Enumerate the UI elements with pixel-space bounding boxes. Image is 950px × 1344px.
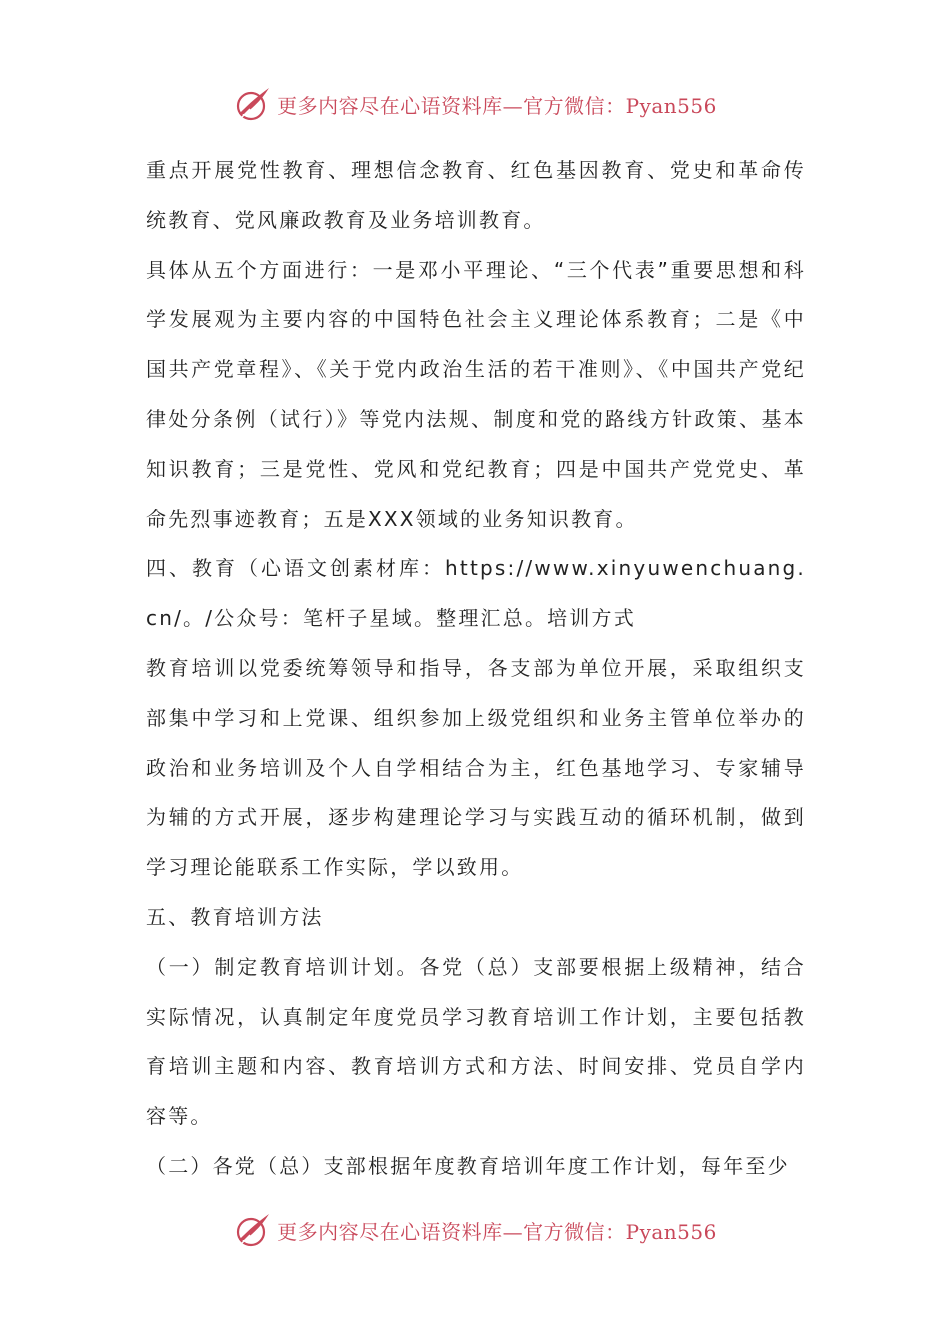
- paragraph: 四、教育（心语文创素材库：https://www.xinyuwenchuang.cn/。/公众号：笔杆子星域。整理汇总。培训方式: [146, 556, 806, 631]
- paragraph: 教育培训以党委统筹领导和指导，各支部为单位开展，采取组织支部集中学习和上党课、组织参加上级党组织和业务主管单位举办的政治和业务培训及个人自学相结合为主，红色基地学习、专家辅导为辅的方式开展，逐步构建理论学习与实践互动的循环机制，做到学习理论能联系工作实际，学以致用。: [146, 655, 806, 880]
- banner-dash: —: [502, 1219, 524, 1244]
- paragraph: 重点开展党性教育、理想信念教育、红色基因教育、党史和革命传统教育、党风廉政教育及业务培训教育。: [146, 158, 806, 232]
- paragraph: （二）各党（总）支部根据年度教育培训年度工作计划，每年至少: [146, 1153, 790, 1178]
- banner-site-name: 更多内容尽在心语资料库: [277, 93, 503, 118]
- quill-logo-icon: [233, 1210, 273, 1250]
- section-heading: 五、教育培训方法: [146, 904, 324, 929]
- banner-dash: —: [502, 93, 524, 118]
- banner-wechat: 官方微信：Pyan556: [523, 93, 717, 118]
- quill-logo-icon: [233, 84, 273, 124]
- paragraph: （一）制定教育培训计划。各党（总）支部要根据上级精神，结合实际情况，认真制定年度党员学习教育培训工作计划，主要包括教育培训主题和内容、教育培训方式和方法、时间安排、党员自学内容等。: [146, 954, 806, 1129]
- footer-banner: [0, 1208, 950, 1252]
- paragraph: 具体从五个方面进行：一是邓小平理论、“三个代表”重要思想和科学发展观为主要内容的中国特色社会主义理论体系教育；二是《中国共产党章程》、《关于党内政治生活的若干准则》、《中国共产党纪律处分条例（试行）》等党内法规、制度和党的路线方针政策、基本知识教育；三是党性、党风和党纪教育；四是中国共产党党史、革命先烈事迹教育；五是XXX领域的业务知识教育。: [146, 257, 806, 531]
- banner-site-name: 更多内容尽在心语资料库: [277, 1219, 503, 1244]
- header-banner: [0, 82, 950, 126]
- banner-text: [277, 1216, 717, 1245]
- document-body: [146, 146, 806, 1192]
- banner-wechat: 官方微信：Pyan556: [523, 1219, 717, 1244]
- banner-text: [277, 90, 717, 119]
